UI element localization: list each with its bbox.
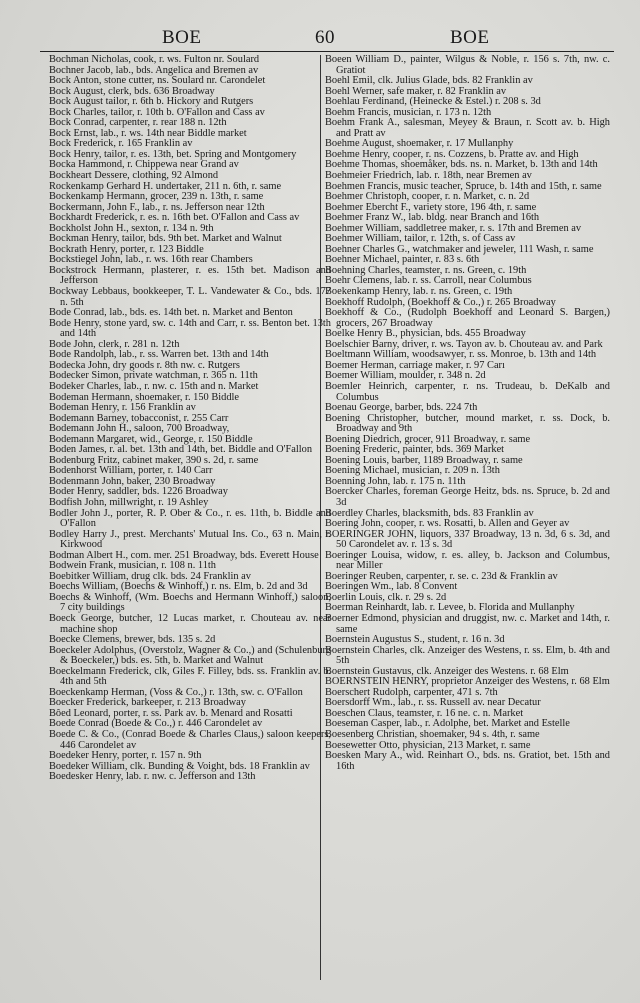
directory-entry: Boehmen Francis, music teacher, Spruce, b. 14th and 15th, r. same [325,180,602,192]
directory-entry: Bochman Nicholas, cook, r. ws. Fulton nr. Soulard [49,54,260,65]
directory-entry: Boering John, cooper, r. ws. Rosatti, b. Allen and Geyer av [325,518,570,530]
directory-entry: Boerman Reinhardt, lab. r. Levee, b. Florida and Mullanphy [325,602,575,614]
directory-entry: Boeltmann William, woodsawyer, r. ss. Monroe, b. 13th and 14th [325,349,597,361]
directory-entry: Bode Randolph, lab., r. ss. Warren bet. 13th and 14th [49,349,269,361]
directory-entry: Bodler John J., porter, R. P. Ober & Co., r. es. 11th, b. Biddle and O'Fallon [49,507,331,530]
directory-entry: Bodman Albert H., com. mer. 251 Broadway, bds. Everett House [49,549,319,561]
directory-entry: Bockhardt Frederick, r. es. n. 16th bet. O'Fallon and Cass av [49,212,300,224]
directory-entry: Boeen William D., painter, Wilgus & Noble, r. 156 s. 7th, nw. c. Gratiot [325,54,610,76]
directory-entry: Bock August tailor, r. 6th b. Hickory and Rutgers [49,96,254,108]
directory-entry: Boechs William, (Boechs & Winhoff,) r. ns. Elm, b. 2d and 3d [49,581,308,593]
directory-entry: Boecker Frederick, barkeeper, r. 213 Broadway [49,697,246,709]
directory-entry: Boekenkamp Henry, lab. r. ns. Green, c. 19th [325,286,513,298]
directory-entry: Bodeker Charles, lab., r. nw. c. 15th and n. Market [49,380,259,392]
directory-entry: Bodfish John, millwright, r. 19 Ashley [49,496,209,508]
directory-entry: Boehme Thomas, shoemåker, bds. ns. n. Market, b. 13th and 14th [325,159,598,171]
directory-entry: Boehmer William, saddletree maker, r. s. 17th and Bremen av [325,222,582,234]
directory-entry: Boeseman Casper, lab., r. Adolphe, bet. Market and Estelle [325,718,570,730]
directory-entry: Boehme August, shoemaker, r. 17 Mullanphy [325,138,514,150]
directory-entry: Boesewetter Otto, physician, 213 Market, r. same [325,739,531,751]
directory-entry: Boede C. & Co., (Conrad Boede & Charles Claus,) saloon keepers, 446 Carondelet av [49,729,331,751]
directory-entry: Boeckelmann Frederick, clk, Giles F. Filley, bds. ss. Franklin av. b. 4th and 5th [49,665,331,688]
left-column [49,55,331,783]
directory-entry: Bockheart Dessere, clothing, 92 Almond [49,170,219,182]
directory-entry: Bodenmann John, baker, 230 Broadway [49,475,216,487]
directory-entry: Boehl Werner, safe maker, r. 82 Franklin av [325,85,507,97]
directory-entry: Boersdorff Wm., lab., r. ss. Russell av. near Decatur [325,697,541,709]
directory-entry: Bock Frederick, r. 165 Franklin av [49,138,193,150]
directory-entry: Boekhoff Rudolph, (Boekhoff & Co.,) r. 265 Broadway [325,296,556,308]
directory-entry: Boekhoff & Co., (Rudolph Boekhoff and Leonard S. Bargen,) grocers, 267 Broadway [325,307,610,329]
directory-entry: Boeschen Claus, teamster, r. 16 ne. c. n. Market [325,707,524,719]
directory-entry: Boehning Charles, teamster, r. ns. Green, c. 19th [325,264,527,276]
directory-entry: Boeringer Reuben, carpenter, r. se. c. 23d & Franklin av [325,570,558,582]
directory-entry: Bodenburg Fritz, cabinet maker, 390 s. 2d, r. same [49,454,259,466]
directory-entry: Boehr Clemens, lab. r. ss. Carroll, near Columbus [325,275,532,287]
directory-entry: Rockenkamp Gerhard H. undertaker, 211 n. 6th, r. same [49,180,282,192]
directory-entry: Bock Charles, tailor, r. 10th b. O'Fallon and Cass av [49,106,265,118]
header-right-guide-word: BOE [450,27,490,48]
directory-entry: Boemler Heinrich, carpenter, r. ns. Trudeau, b. DeKalb and Columbus [325,380,610,403]
directory-entry: Boening Michael, musician, r. 209 n. 13th [325,465,500,477]
directory-entry: Bock Conrad, carpenter, r. rear 188 n. 12th [49,117,227,129]
directory-entry: Boede Conrad (Boede & Co.,) r. 446 Carondelet av [49,718,263,730]
directory-entry: Boehl Emil, clk. Julius Glade, bds. 82 Franklin av [325,75,533,87]
directory-entry: Bockstrock Hermann, plasterer, r. es. 15th bet. Madison and Jefferson [49,264,331,287]
directory-entry: Boening Frederic, painter, bds. 369 Market [325,444,505,456]
directory-entry: Boebitker William, drug clk. bds. 24 Franklin av [49,570,251,582]
directory-entry: Boernstein Charles, clk. Anzeiger des Westens, r. ss. Elm, b. 4th and 5th [325,644,610,667]
directory-entry: Bode Conrad, lab., bds. es. 14th bet. n. Market and Benton [49,307,293,319]
directory-entry: Bodwein Frank, musician, r. 108 n. 11th [49,560,217,572]
directory-entry: Boeringen Wm., lab. 8 Convent [325,581,458,593]
directory-entry: Bock August, clerk, bds. 636 Broadway [49,85,215,97]
directory-entry: Bock Henry, tailor, r. es. 13th, bet. Spring and Montgomery [49,148,297,160]
directory-entry: Bochner Jacob, lab., bds. Angelica and Bremen av [49,64,259,76]
directory-entry: Bock Anton, stone cutter, ns. Soulard nr. Carondelet [49,75,266,87]
directory-entry: Bodley Harry J., prest. Merchants' Mutual Ins. Co., 63 n. Main, r. Kirkwood [49,528,331,551]
directory-entry: Bockrath Henry, porter, r. 123 Biddle [49,243,204,255]
directory-entry: Boernstein Gustavus, clk. Anzeiger des Westens. r. 68 Elm [325,665,569,677]
directory-entry: Boehm Frank A., salesman, Meyey & Braun, r. Scott av. b. High and Pratt av [325,117,610,139]
directory-entry: Bockway Lebbaus, bookkeeper, T. L. Vandewater & Co., bds. 177 n. 5th [49,286,331,308]
directory-entry: Boening Christopher, butcher, mound market, r. ss. Dock, b. Broadway and 9th [325,412,610,435]
directory-entry: Boedeker William, clk. Bunding & Voight, bds. 18 Franklin av [49,760,310,772]
directory-entry: Bodeman Henry, r. 156 Franklin av [49,402,196,414]
directory-entry: Boehmer Christoph, cooper, r. n. Market, c. n. 2d [325,191,530,203]
directory-entry: Boening Louis, barber, 1189 Broadway, r. same [325,454,523,466]
directory-entry: Boehmer Ebercht F., variety store, 196 4th, r. same [325,201,537,213]
directory-entry: Boenning John, lab. r. 175 n. 11th [325,475,466,487]
directory-entry: Bode Henry, stone yard, sw. c. 14th and Carr, r. ss. Benton bet. 13th and 14th [49,317,331,340]
directory-entry: Boesenberg Christian, shoemaker, 94 s. 4th, r. same [325,729,540,740]
directory-entry: Boehme Henry, cooper, r. ns. Cozzens, b. Pratte av. and High [325,148,579,160]
directory-entry: Boesken Mary A., wid. Reinhart O., bds. ns. Gratiot, bet. 15th and 16th [325,750,610,772]
directory-entry: Boeckeler Adolphus, (Overstolz, Wagner & Co.,) and (Schulenburg & Boeckeler,) bds. es. 5th, b. Market and Walnut [49,644,331,667]
directory-entry: Boerlin Louis, clk. r. 29 s. 2d [325,591,447,603]
directory-entry: Boerschert Rudolph, carpenter, 471 s. 7th [325,686,498,698]
directory-entry: Bodecka John, dry goods r. 8th nw. c. Rutgers [49,359,240,371]
directory-entry: Bockenkamp Hermann, grocer, 239 n. 13th, r. same [49,191,264,203]
header-rule [40,51,614,52]
directory-entry: Boedeker Henry, porter, r. 157 n. 9th [49,750,202,762]
directory-entry: Boenau George, barber, bds. 224 7th [325,402,478,414]
directory-entry: Boelke Henry B., physician, bds. 455 Broadway [325,328,526,340]
directory-entry: Boemer Herman, carriage maker, r. 97 Carı [325,359,505,371]
directory-entry: Bodemann John H., saloon, 700 Broadway, [49,423,230,435]
directory-entry: Boehm Francis, musician, r. 173 n. 12th [325,106,492,118]
directory-entry: Boehmeier Friedrich, lab. r. 18th, near Bremen av [325,170,532,182]
directory-entry: Boerner Edmond, physician and druggist, nw. c. Market and 14th, r. same [325,612,610,635]
directory-entry: Bodemann Margaret, wid., George, r. 150 Biddle [49,433,253,445]
directory-entry: Boechs & Winhoff, (Wm. Boechs and Hermann Winhoff,) saloon, 7 city buildings [49,591,331,614]
directory-entry: Boehmer Franz W., lab. bldg. near Branch and 16th [325,212,540,224]
right-column [325,55,610,772]
directory-entry: Boerdley Charles, blacksmith, bds. 83 Franklin av [325,507,534,519]
directory-entry: Bockstiegel John, lab., r. ws. 16th rear Chambers [49,254,253,266]
directory-entry: Boeringer Louisa, widow, r. es. alley, b. Jackson and Columbus, near Miller [325,549,610,572]
directory-entry: Bodeman Hermann, shoemaker, r. 150 Biddle [49,391,240,403]
directory-entry: Boeck George, butcher, 12 Lucas market, r. Chouteau av. near machine shop [49,612,331,635]
directory-entry: Bockman Henry, tailor, bds. 9th bet. Market and Walnut [49,233,282,245]
directory-entry: Bodemann Barney, tobacconist, r. 255 Carr [49,412,229,424]
directory-entry: Boening Diedrich, grocer, 911 Broadway, r. same [325,433,531,445]
directory-entry: Boehmer William, tailor, r. 12th, s. of Cass av [325,233,516,245]
directory-entry: Boehner Michael, painter, r. 83 s. 6th [325,254,480,266]
directory-entry: Boernstein Augustus S., student, r. 16 n. 3d [325,634,505,646]
directory-entry: Bockermann, John F., lab., r. ns. Jefferson near 12th [49,201,265,213]
directory-entry: Bôed Leonard, porter, r. ss. Park av. b. Menard and Rosatti [49,707,293,719]
directory-entry: Boden James, r. al. bet. 13th and 14th, bet. Biddle and O'Fallon [49,444,313,456]
page-number: 60 [315,27,335,48]
directory-entry: Bodenhorst William, porter, r. 140 Carr [49,465,213,477]
directory-entry: Bodecker Simon, private watchman, r. 365 n. 11th [49,370,258,382]
directory-entry: Boehner Charles G., watchmaker and jeweler, 111 Wash, r. same [325,243,594,255]
directory-entry: Bode John, clerk, r. 281 n. 12th [49,338,180,350]
directory-entry: Boelschier Barny, driver, r. ws. Tayon av. b. Chouteau av. and Park [325,338,603,350]
directory-entry: Boemer William, moulder, r. 348 n. 2d [325,370,486,382]
directory-entry: Boedesker Henry, lab. r. nw. c. Jefferson and 13th [49,771,256,783]
page-header [40,24,614,50]
directory-entry: Boeckenkamp Herman, (Voss & Co.,) r. 13th, sw. c. O'Fallon [49,686,303,698]
directory-entry: BOERINGER JOHN, liquors, 337 Broadway, 13 n. 3d, 6 s. 3d, and 50 Carondelet av. r. 13 s. 3d [325,528,610,551]
directory-entry: Boercker Charles, foreman George Heitz, bds. ns. Spruce, b. 2d and 3d [325,486,610,508]
directory-entry: Boecke Clemens, brewer, bds. 135 s. 2d [49,634,216,646]
directory-entry: Bock Ernst, lab., r. ws. 14th near Biddle market [49,127,247,139]
directory-entry: Boehlau Ferdinand, (Heinecke & Estel.) r. 208 s. 3d [325,96,541,108]
header-left-guide-word: BOE [162,27,202,48]
directory-entry: Boder Henry, saddler, bds. 1226 Broadway [49,486,228,498]
directory-entry: Bocka Hammond, r. Chippewa near Grand av [49,159,239,171]
directory-entry: Bockholst John H., sexton, r. 134 n. 9th [49,222,214,234]
directory-entry: BOERNSTEIN HENRY, proprietor Anzeiger des Westens, r. 68 Elm [325,676,610,688]
